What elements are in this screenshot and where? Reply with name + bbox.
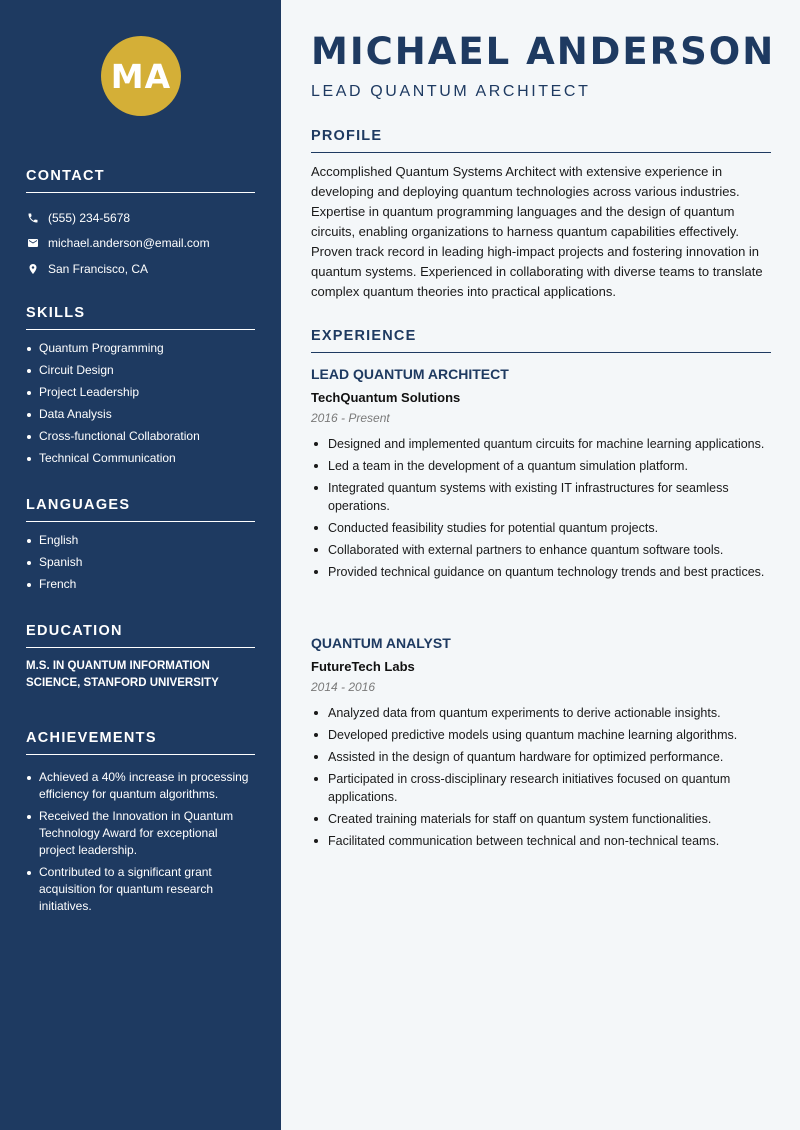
skills-heading: SKILLS [26,305,255,330]
job-bullet: Facilitated communication between technical and non-technical teams. [311,832,771,850]
job-bullet: Integrated quantum systems with existing IT infrastructures for seamless operations. [311,479,771,515]
language-item: French [26,576,255,593]
contact-location [26,256,255,282]
achievements-heading: ACHIEVEMENTS [26,730,255,755]
job-entry [311,366,771,585]
experience-section [311,328,771,353]
job-bullet: Designed and implemented quantum circuits for machine learning applications. [311,435,771,453]
phone-icon [26,211,39,224]
job-dates: 2014 - 2016 [311,680,376,694]
achievements-section [26,730,255,920]
company-name: FutureTech Labs [311,659,415,674]
achievement-item: Received the Innovation in Quantum Technology Award for exceptional project leadership. [26,808,255,859]
job-bullet: Analyzed data from quantum experiments to derive actionable insights. [311,704,771,722]
achievement-item: Contributed to a significant grant acquisition for quantum research initiatives. [26,864,255,915]
contact-email [26,231,255,257]
contact-heading: CONTACT [26,168,255,193]
company-name: TechQuantum Solutions [311,390,461,405]
job-bullet: Developed predictive models using quantum machine learning algorithms. [311,726,771,744]
skill-item: Cross-functional Collaboration [26,428,255,445]
contact-section [26,168,255,282]
achievements-list [26,769,255,915]
language-item: Spanish [26,554,255,571]
skill-item: Technical Communication [26,450,255,467]
education-degree: M.S. IN QUANTUM INFORMATION SCIENCE, STANFORD UNIVERSITY [26,660,219,689]
skills-section [26,305,255,472]
education-section [26,623,255,692]
email-icon [26,237,39,250]
languages-heading: LANGUAGES [26,497,255,522]
candidate-title: LEAD QUANTUM ARCHITECT [311,83,591,100]
job-bullet: Assisted in the design of quantum hardware for optimized performance. [311,748,771,766]
skill-item: Data Analysis [26,406,255,423]
job-bullet: Provided technical guidance on quantum technology trends and best practices. [311,563,771,581]
phone-text: (555) 234-5678 [48,210,131,225]
job-title: LEAD QUANTUM ARCHITECT [311,366,509,382]
job-bullet: Created training materials for staff on quantum system functionalities. [311,810,771,828]
skill-item: Circuit Design [26,362,255,379]
skill-item: Project Leadership [26,384,255,401]
job-bullet: Participated in cross-disciplinary research initiatives focused on quantum applications. [311,770,771,806]
job-bullets [311,704,771,850]
profile-heading: PROFILE [311,128,771,153]
location-text: San Francisco, CA [48,261,149,276]
candidate-name: MICHAEL ANDERSON [311,30,776,73]
language-item: English [26,532,255,549]
job-dates: 2016 - Present [311,411,390,425]
sidebar [0,0,281,1130]
job-entry [311,635,771,854]
location-pin-icon [26,262,39,275]
achievement-item: Achieved a 40% increase in processing efficiency for quantum algorithms. [26,769,255,803]
skills-list [26,340,255,467]
profile-section [311,128,771,302]
email-text: michael.anderson@email.com [48,236,210,251]
avatar: MA [101,36,181,116]
languages-section [26,497,255,598]
contact-phone [26,205,255,231]
job-title: QUANTUM ANALYST [311,635,451,651]
job-bullet: Led a team in the development of a quantum simulation platform. [311,457,771,475]
job-bullet: Collaborated with external partners to enhance quantum software tools. [311,541,771,559]
job-bullet: Conducted feasibility studies for potential quantum projects. [311,519,771,537]
profile-text: Accomplished Quantum Systems Architect with extensive experience in developing and deploying quantum technologies across various industries. Expertise in quantum programming languages and the design of quantum circuits, enabling organizations to harness quantum capabilities effectively. Proven track record in leading high-impact projects and fostering innovation in quantum systems. Experienced in collaborating with diverse teams to translate complex quantum theories into practical applications. [311,164,763,299]
experience-heading: EXPERIENCE [311,328,771,353]
skill-item: Quantum Programming [26,340,255,357]
job-bullets [311,435,771,581]
education-heading: EDUCATION [26,623,255,648]
languages-list [26,532,255,593]
contact-list [26,205,255,282]
